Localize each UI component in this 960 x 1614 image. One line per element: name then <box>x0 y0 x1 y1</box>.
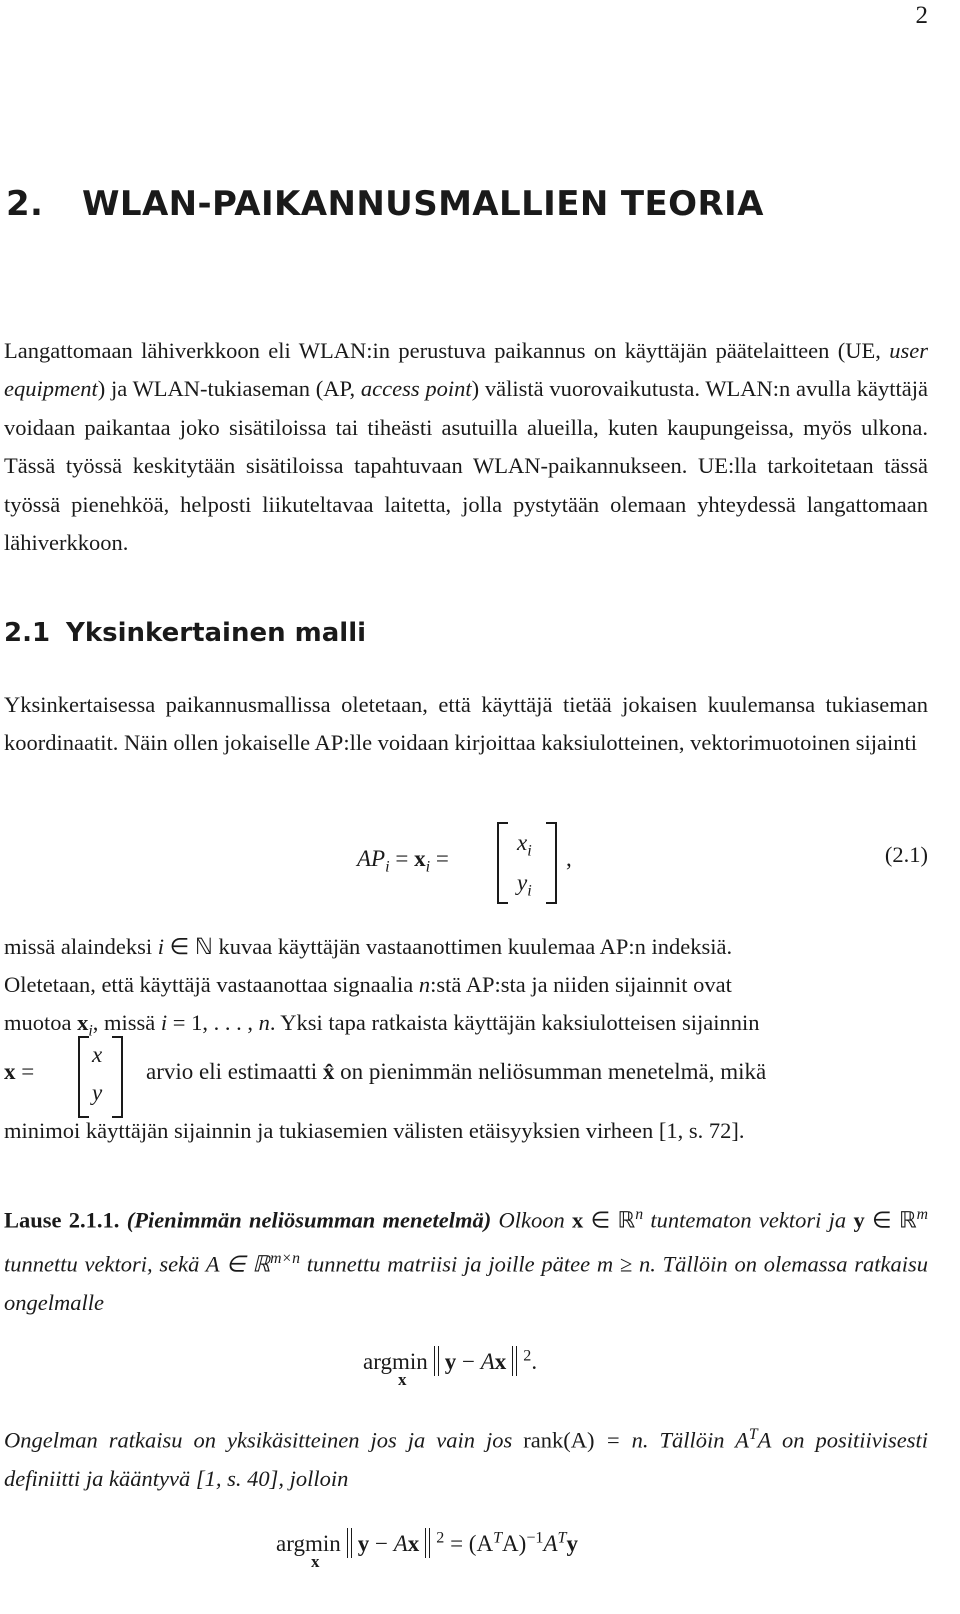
left-bracket <box>497 822 508 904</box>
chapter-number: 2. <box>6 184 44 224</box>
vector-bottom: $y_i$ <box>517 870 532 900</box>
argmin-1-expr: argmin y − Ax $^2$. <box>363 1347 538 1374</box>
after-eq-line-3: muotoa $x_i$, missä i = 1, . . . , n. Yksi tapa ratkaista käyttäjän kaksiulotteisen sijainnin <box>4 1010 760 1040</box>
argmin-operator-2: argmin <box>276 1531 341 1556</box>
x-bold: x <box>414 846 426 871</box>
equation-lhs: $AP_i = x_i$ = <box>357 846 449 876</box>
inline-vector-bottom: y <box>92 1080 103 1105</box>
theorem-continuation: Ongelman ratkaisu on yksikäsitteinen jos ja vain jos rank(A) = n. Tällöin $A^TA$ on positiivisesti definiitti ja kääntyvä [1, s. 40], jolloin <box>4 1426 928 1491</box>
norm-bar-left <box>434 1346 439 1376</box>
inline-x-equals: x = <box>4 1059 35 1084</box>
equation-number: (2.1) <box>884 842 928 867</box>
argmin-2-under: x <box>311 1552 320 1571</box>
section-paragraph: Yksinkertaisessa paikannusmallissa oletetaan, että käyttäjä tietää jokaisen kuulemansa tukiaseman koordinaatit. Näin ollen jokaiselle AP:lle voidaan kirjoittaa kaksiulotteinen, vektorimuotoinen sijainti <box>4 692 928 756</box>
inline-vector-text: arvio eli estimaatti x̂ on pienimmän neliösumman menetelmä, mikä <box>146 1059 767 1084</box>
inline-right-bracket <box>112 1036 123 1118</box>
norm-bar-right-2 <box>425 1528 430 1558</box>
section-title <box>4 618 366 648</box>
norm-bar-left-2 <box>347 1528 352 1558</box>
chapter-title-text: WLAN-PAIKANNUSMALLIEN TEORIA <box>82 184 764 224</box>
argmin-2-expr: argmin y − Ax $^2 = (A^TA)^{-1}A^Ty$ <box>276 1529 578 1556</box>
after-eq-line-5: minimoi käyttäjän sijainnin ja tukiasemien välisten etäisyyksien virheen [1, s. 72]. <box>4 1118 745 1143</box>
intro-text-1: Langattomaan lähiverkkoon eli WLAN:in perustuva paikannus on käyttäjän päätelaitteen (UE, <box>4 338 890 363</box>
inline-vector-top: x <box>92 1042 103 1067</box>
equation-comma: , <box>566 846 572 871</box>
page-number: 2 <box>915 2 928 29</box>
theorem-name: (Pienimmän neliösumman menetelmä) <box>126 1207 492 1233</box>
equals-sign: = <box>395 846 409 871</box>
inline-left-bracket <box>78 1036 89 1118</box>
after-eq-line-2: Oletetaan, että käyttäjä vastaanottaa signaalia n:stä AP:sta ja niiden sijainnit ovat <box>4 972 732 997</box>
norm-bar-right <box>512 1346 517 1376</box>
argmin-operator: argmin <box>363 1349 428 1374</box>
intro-paragraph <box>4 332 928 562</box>
chapter-title <box>6 184 764 224</box>
after-eq-line-1: missä alaindeksi i ∈ ℕ kuvaa käyttäjän vastaanottimen kuulemaa AP:n indeksiä. <box>4 934 733 959</box>
intro-em-user-equipment: user equipment <box>4 338 928 402</box>
theorem: Lause 2.1.1. (Pienimmän neliösumman menetelmä) Olkoon x ∈ ℝ$^n$ tuntematon vektori ja y ∈ ℝ$^m$ tunnettu vektori, sekä A ∈ ℝ$^{m\times n}$ tunnettu matriisi ja joille pätee m ≥ n. Tällöin on olemassa ratkaisu ongelmalle <box>4 1206 929 1315</box>
ap-subscript: i <box>385 858 390 876</box>
argmin-1-under: x <box>398 1370 407 1389</box>
section-number: 2.1 <box>4 618 51 648</box>
equals-sign-2: = <box>435 846 449 871</box>
right-bracket <box>546 822 557 904</box>
intro-text-3: ) välistä vuorovaikutusta. WLAN:n avulla käyttäjä voidaan paikantaa joko sisätiloissa tai tiheästi asutuilla alueilla, kuten kaupungeissa, myös ulkona. Tässä työssä keskitytään sisätiloissa tapahtuvaan WLAN-paikannukseen. UE:lla tarkoitetaan tässä työssä pienehköä, helposti liikuteltavaa laitetta, jolla pystytään olemaan yhteydessä langattomaan lähiverkkoon. <box>4 376 928 556</box>
ap-symbol: AP <box>357 846 386 871</box>
vector-top: $x_i$ <box>517 830 532 860</box>
theorem-label: Lause 2.1.1. <box>4 1207 120 1233</box>
intro-em-access-point: access point <box>360 376 472 402</box>
intro-text-2: ) ja WLAN-tukiaseman (AP, <box>97 376 361 402</box>
section-title-text: Yksinkertainen malli <box>66 618 367 648</box>
